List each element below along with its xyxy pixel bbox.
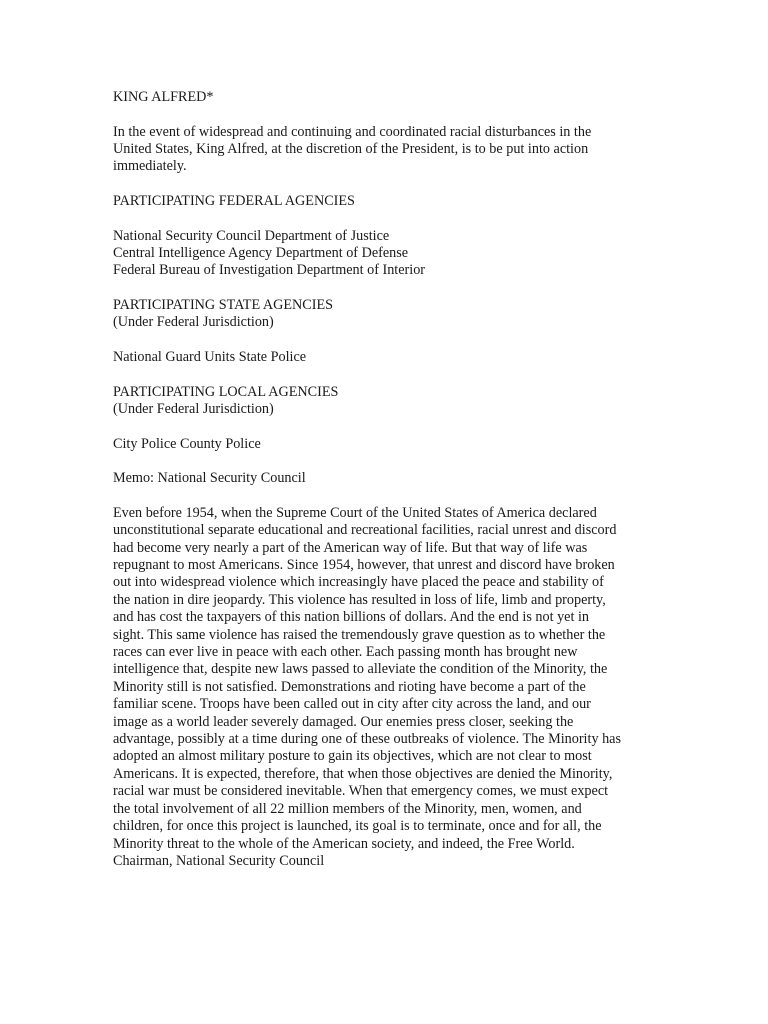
body-line: advantage, possibly at a time during one of these outbreaks of violence. The Minority has <box>113 731 621 748</box>
state-agencies-heading-block <box>113 297 725 332</box>
federal-agency-line: Federal Bureau of Investigation Department of Interior <box>113 262 426 279</box>
federal-agency-line: National Security Council Department of Justice <box>113 227 390 244</box>
federal-agencies-list <box>113 228 725 280</box>
body-line: out into widespread violence which increasingly have placed the peace and stability of <box>113 574 604 591</box>
local-agencies-heading: PARTICIPATING LOCAL AGENCIES <box>113 383 339 400</box>
body-line: repugnant to most Americans. Since 1954, however, that unrest and discord have broken <box>113 557 615 573</box>
body-line: Minority still is not satisfied. Demonstrations and rioting have become a part of the <box>113 678 586 695</box>
intro-line: United States, King Alfred, at the discretion of the President, is to be put into action <box>113 141 589 157</box>
federal-agencies-heading-block <box>113 193 725 210</box>
state-agencies-subheading: (Under Federal Jurisdiction) <box>113 314 274 331</box>
body-line: had become very nearly a part of the American way of life. But that way of life was <box>113 539 588 556</box>
local-agency-line: City Police County Police <box>113 435 261 452</box>
body-line: image as a world leader severely damaged. Our enemies press closer, seeking the <box>113 713 574 730</box>
body-line: intelligence that, despite new laws passed to alleviate the condition of the Minority, the <box>113 661 608 678</box>
federal-agency-line: Central Intelligence Agency Department of Defense <box>113 245 409 261</box>
signature-line: Chairman, National Security Council <box>113 852 325 869</box>
body-line: sight. This same violence has raised the tremendously grave question as to whether the <box>113 626 606 643</box>
memo-heading-block <box>113 470 725 487</box>
memo-heading: Memo: National Security Council <box>113 470 306 487</box>
body-line: Minority threat to the whole of the American society, and indeed, the Free World. <box>113 835 575 852</box>
local-agencies-heading-block <box>113 384 725 419</box>
body-line: familiar scene. Troops have been called out in city after city across the land, and our <box>113 696 591 713</box>
body-line: unconstitutional separate educational and recreational facilities, racial unrest and discord <box>113 522 617 539</box>
body-line: the nation in dire jeopardy. This violence has resulted in loss of life, limb and property, <box>113 591 606 608</box>
body-line: the total involvement of all 22 million members of the Minority, men, women, and <box>113 800 582 817</box>
body-line: children, for once this project is launched, its goal is to terminate, once and for all, the <box>113 818 602 835</box>
federal-agencies-heading: PARTICIPATING FEDERAL AGENCIES <box>113 193 355 209</box>
body-line: Americans. It is expected, therefore, that when those objectives are denied the Minority, <box>113 765 613 782</box>
document-title-block <box>113 89 725 106</box>
state-agencies-heading: PARTICIPATING STATE AGENCIES <box>113 297 334 313</box>
memo-body-paragraph <box>113 505 725 871</box>
body-line: races can ever live in peace with each other. Each passing month has brought new <box>113 644 578 661</box>
body-line: racial war must be considered inevitable. When that emergency comes, we must expect <box>113 783 609 800</box>
body-line: Even before 1954, when the Supreme Court of the United States of America declared <box>113 504 597 521</box>
local-agencies-subheading: (Under Federal Jurisdiction) <box>113 401 274 417</box>
document-page <box>113 89 725 870</box>
document-title: KING ALFRED* <box>113 89 214 105</box>
intro-paragraph <box>113 124 725 176</box>
body-line: adopted an almost military posture to gain its objectives, which are not clear to most <box>113 748 592 765</box>
local-agencies-list <box>113 436 725 453</box>
body-line: and has cost the taxpayers of this nation billions of dollars. And the end is not yet in <box>113 609 589 626</box>
intro-line: In the event of widespread and continuing and coordinated racial disturbances in the <box>113 123 592 140</box>
state-agency-line: National Guard Units State Police <box>113 349 307 365</box>
state-agencies-list <box>113 349 725 366</box>
intro-line: immediately. <box>113 158 187 175</box>
